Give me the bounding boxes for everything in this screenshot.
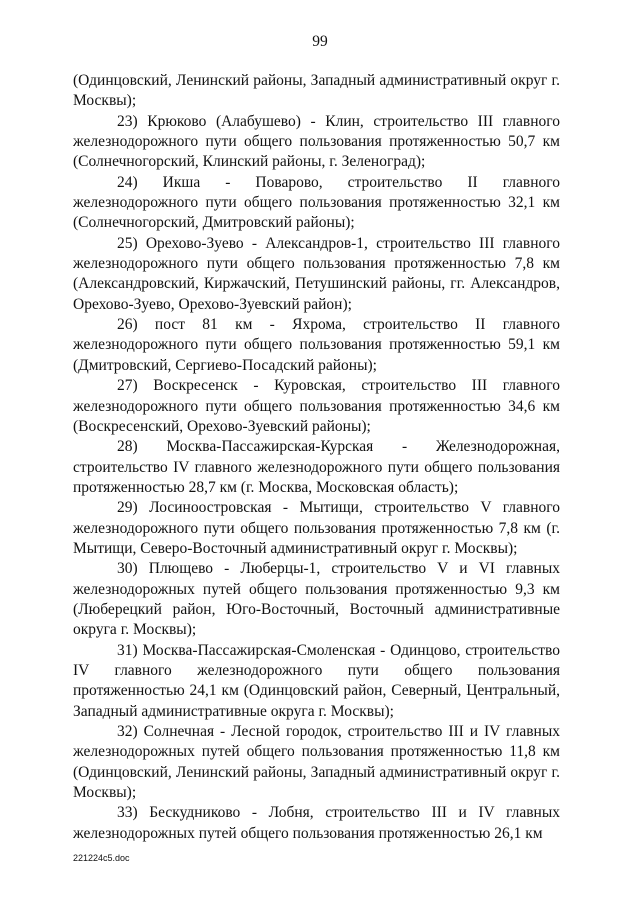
list-item-31: 31) Москва-Пассажирская-Смоленская - Одинцово, строительство IV главного железнодорожного пути общего пользования протяженностью 24,1 км (Одинцовский район, Северный, Центральный, Западный административные округа г. Москвы); xyxy=(73,641,560,720)
list-item-26: 26) пост 81 км - Яхрома, строительство II главного железнодорожного пути общего пользования протяженностью 59,1 км (Дмитровский, Сергиево-Посадский районы); xyxy=(73,316,560,374)
list-item-33: 33) Бескудниково - Лобня, строительство III и IV главных железнодорожных путей общего пользования протяженностью 26,1 км xyxy=(73,804,560,842)
document-body xyxy=(73,71,560,844)
page-number: 99 xyxy=(312,33,328,50)
list-item-27: 27) Воскресенск - Куровская, строительство III главного железнодорожного пути общего пользования протяженностью 34,6 км (Воскресенский, Орехово-Зуевский районы); xyxy=(73,377,560,435)
list-item-25: 25) Орехово-Зуево - Александров-1, строительство III главного железнодорожного пути общего пользования протяженностью 7,8 км (Александровский, Киржачский, Петушинский районы, гг. Александров, Орехово-Зуево, Орехово-Зуевский район); xyxy=(73,234,560,313)
list-item-28: 28) Москва-Пассажирская-Курская - Железнодорожная, строительство IV главного железнодорожного пути общего пользования протяженностью 28,7 км (г. Москва, Московская область); xyxy=(73,438,560,496)
list-item-30: 30) Плющево - Люберцы-1, строительство V и VI главных железнодорожных путей общего пользования протяженностью 9,3 км (Люберецкий район, Юго-Восточный, Восточный административные округа г. Москвы); xyxy=(73,560,560,639)
file-name-footer: 221224c5.doc xyxy=(73,853,130,863)
list-item-32: 32) Солнечная - Лесной городок, строительство III и IV главных железнодорожных путей общего пользования протяженностью 11,8 км (Одинцовский, Ленинский районы, Западный административный округ г. Москвы); xyxy=(73,723,560,802)
list-item-24: 24) Икша - Поварово, строительство II главного железнодорожного пути общего пользования протяженностью 32,1 км (Солнечногорский, Дмитровский районы); xyxy=(73,173,560,232)
list-item-23: 23) Крюково (Алабушево) - Клин, строительство III главного железнодорожного пути общего пользования протяженностью 50,7 км (Солнечногорский, Клинский районы, г. Зеленоград); xyxy=(73,112,560,171)
list-item-29: 29) Лосиноостровская - Мытищи, строительство V главного железнодорожного пути общего пользования протяженностью 7,8 км (г. Мытищи, Северо-Восточный административный округ г. Москвы); xyxy=(73,499,560,557)
paragraph-continuation: (Одинцовский, Ленинский районы, Западный административный округ г. Москвы); xyxy=(73,72,560,110)
